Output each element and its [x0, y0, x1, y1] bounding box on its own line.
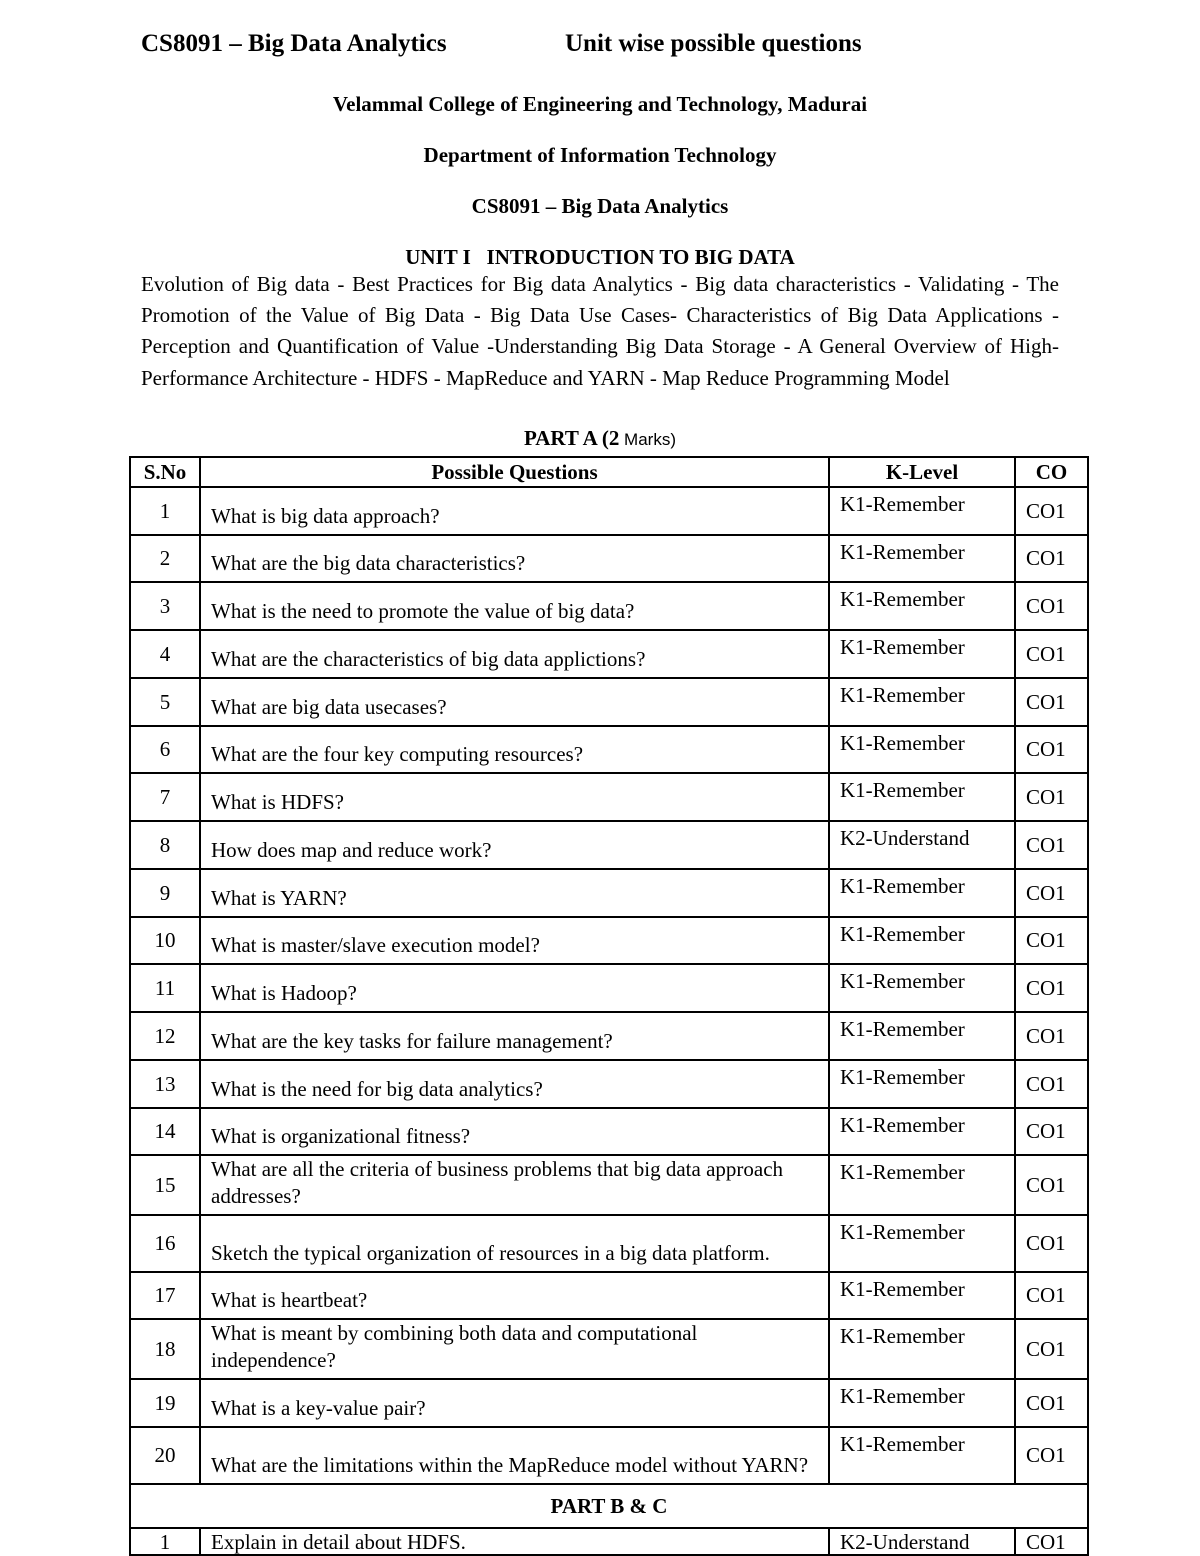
unit-title: UNIT I INTRODUCTION TO BIG DATA [405, 245, 795, 269]
cell-sno: 1 [130, 1528, 200, 1555]
table-row [130, 964, 1088, 1012]
cell-q: What are the key tasks for failure management? [200, 1012, 829, 1060]
cell-k: K1-Remember [829, 1427, 1015, 1484]
cell-q: What are the limitations within the MapReduce model without YARN? [200, 1427, 829, 1484]
cell-sno: 16 [130, 1215, 200, 1272]
cell-co: CO1 [1015, 1012, 1088, 1060]
cell-co: CO1 [1015, 726, 1088, 773]
table-row [130, 1155, 1088, 1215]
cell-co: CO1 [1015, 1108, 1088, 1155]
cell-co: CO1 [1015, 1528, 1088, 1555]
cell-sno: 11 [130, 964, 200, 1012]
cell-q: What is YARN? [200, 869, 829, 917]
cell-sno: 2 [130, 535, 200, 582]
cell-k: K1-Remember [829, 1060, 1015, 1108]
table-row [130, 1215, 1088, 1272]
cell-sno: 12 [130, 1012, 200, 1060]
cell-sno: 7 [130, 773, 200, 821]
cell-k: K1-Remember [829, 678, 1015, 726]
cell-k: K1-Remember [829, 630, 1015, 678]
cell-q: What are big data usecases? [200, 678, 829, 726]
table-row [130, 487, 1088, 535]
cell-q: What is HDFS? [200, 773, 829, 821]
cell-sno: 1 [130, 487, 200, 535]
table-header-row [130, 457, 1088, 487]
table-row [130, 630, 1088, 678]
questions-table [129, 456, 1089, 1556]
table-row [130, 917, 1088, 964]
cell-co: CO1 [1015, 917, 1088, 964]
unit-syllabus: Evolution of Big data - Best Practices for Big data Analytics - Big data characteristics - Validating - The Promotion of the Value of Big Data - Big Data Use Cases- Characteristics of Big Data Applications - Perception and Quantification of Value -Understanding Big Data Storage - A General Overview of High-Performance Architecture - HDFS - MapReduce and YARN - Map Reduce Programming Model [141, 272, 1059, 390]
cell-q: What is organizational fitness? [200, 1108, 829, 1155]
table-row [130, 773, 1088, 821]
part-a-marks-word: Marks [619, 430, 671, 449]
cell-co: CO1 [1015, 869, 1088, 917]
part-a-label: PART A ( [523, 426, 609, 450]
cell-co: CO1 [1015, 964, 1088, 1012]
cell-co: CO1 [1015, 1155, 1088, 1215]
cell-k: K1-Remember [829, 917, 1015, 964]
table-row [130, 1319, 1088, 1379]
cell-sno: 8 [130, 821, 200, 869]
cell-co: CO1 [1015, 678, 1088, 726]
cell-q: What are the big data characteristics? [200, 535, 829, 582]
cell-co: CO1 [1015, 1319, 1088, 1379]
cell-k: K1-Remember [829, 869, 1015, 917]
cell-q: Sketch the typical organization of resources in a big data platform. [200, 1215, 829, 1272]
cell-k: K1-Remember [829, 1215, 1015, 1272]
cell-co: CO1 [1015, 1427, 1088, 1484]
header-k-level: K-Level [829, 457, 1015, 487]
cell-k: K1-Remember [829, 773, 1015, 821]
header-course: CS8091 – Big Data Analytics [141, 30, 447, 57]
table-row [130, 535, 1088, 582]
cell-sno: 6 [130, 726, 200, 773]
cell-co: CO1 [1015, 1215, 1088, 1272]
cell-k: K1-Remember [829, 1379, 1015, 1427]
table-row [130, 1108, 1088, 1155]
table-row [130, 821, 1088, 869]
cell-q: What are the four key computing resources? [200, 726, 829, 773]
cell-k: K1-Remember [829, 964, 1015, 1012]
cell-co: CO1 [1015, 1060, 1088, 1108]
cell-sno: 18 [130, 1319, 200, 1379]
college-name: Velammal College of Engineering and Technology, Madurai [332, 92, 868, 116]
cell-co: CO1 [1015, 487, 1088, 535]
cell-co: CO1 [1015, 1379, 1088, 1427]
cell-q: How does map and reduce work? [200, 821, 829, 869]
cell-sno: 19 [130, 1379, 200, 1427]
cell-k: K1-Remember [829, 535, 1015, 582]
cell-q: What is master/slave execution model? [200, 917, 829, 964]
cell-sno: 3 [130, 582, 200, 630]
cell-sno: 4 [130, 630, 200, 678]
cell-co: CO1 [1015, 630, 1088, 678]
part-a-marks-num: 2 [608, 426, 620, 450]
course-title: CS8091 – Big Data Analytics [471, 194, 729, 218]
cell-q: What are all the criteria of business problems that big data approach addresses? [200, 1155, 829, 1215]
cell-co: CO1 [1015, 1272, 1088, 1319]
cell-sno: 5 [130, 678, 200, 726]
cell-q: What is Hadoop? [200, 964, 829, 1012]
part-bc-heading: PART B & C [130, 1484, 1088, 1528]
cell-k: K1-Remember [829, 1155, 1015, 1215]
header-question: Possible Questions [200, 457, 829, 487]
part-a-close: ) [670, 430, 676, 449]
cell-sno: 13 [130, 1060, 200, 1108]
table-row [130, 726, 1088, 773]
table-row [130, 1528, 1088, 1555]
cell-q: What is big data approach? [200, 487, 829, 535]
table-row [130, 1012, 1088, 1060]
table-row [130, 678, 1088, 726]
cell-co: CO1 [1015, 582, 1088, 630]
table-row [130, 1379, 1088, 1427]
table-row [130, 582, 1088, 630]
table-row [130, 1427, 1088, 1484]
table-body [130, 487, 1088, 1555]
cell-sno: 9 [130, 869, 200, 917]
part-a-heading [0, 426, 1200, 451]
cell-co: CO1 [1015, 535, 1088, 582]
cell-k: K1-Remember [829, 726, 1015, 773]
cell-k: K1-Remember [829, 1012, 1015, 1060]
cell-k: K2-Understand [829, 1528, 1015, 1555]
cell-q: Explain in detail about HDFS. [200, 1528, 829, 1555]
table-row [130, 869, 1088, 917]
cell-q: What are the characteristics of big data applictions? [200, 630, 829, 678]
cell-sno: 20 [130, 1427, 200, 1484]
cell-q: What is a key-value pair? [200, 1379, 829, 1427]
cell-k: K1-Remember [829, 487, 1015, 535]
table-row [130, 1272, 1088, 1319]
cell-k: K1-Remember [829, 1319, 1015, 1379]
cell-q: What is meant by combining both data and computational independence? [200, 1319, 829, 1379]
cell-k: K1-Remember [829, 582, 1015, 630]
header-sno: S.No [130, 457, 200, 487]
cell-k: K2-Understand [829, 821, 1015, 869]
cell-q: What is heartbeat? [200, 1272, 829, 1319]
cell-sno: 10 [130, 917, 200, 964]
cell-sno: 14 [130, 1108, 200, 1155]
cell-k: K1-Remember [829, 1272, 1015, 1319]
header-subtitle: Unit wise possible questions [565, 30, 862, 57]
cell-co: CO1 [1015, 821, 1088, 869]
cell-q: What is the need to promote the value of big data? [200, 582, 829, 630]
cell-co: CO1 [1015, 773, 1088, 821]
department-name: Department of Information Technology [423, 143, 777, 167]
cell-sno: 17 [130, 1272, 200, 1319]
table-row [130, 1060, 1088, 1108]
part-bc-row [130, 1484, 1088, 1528]
cell-sno: 15 [130, 1155, 200, 1215]
cell-k: K1-Remember [829, 1108, 1015, 1155]
header-co: CO [1015, 457, 1088, 487]
cell-q: What is the need for big data analytics? [200, 1060, 829, 1108]
